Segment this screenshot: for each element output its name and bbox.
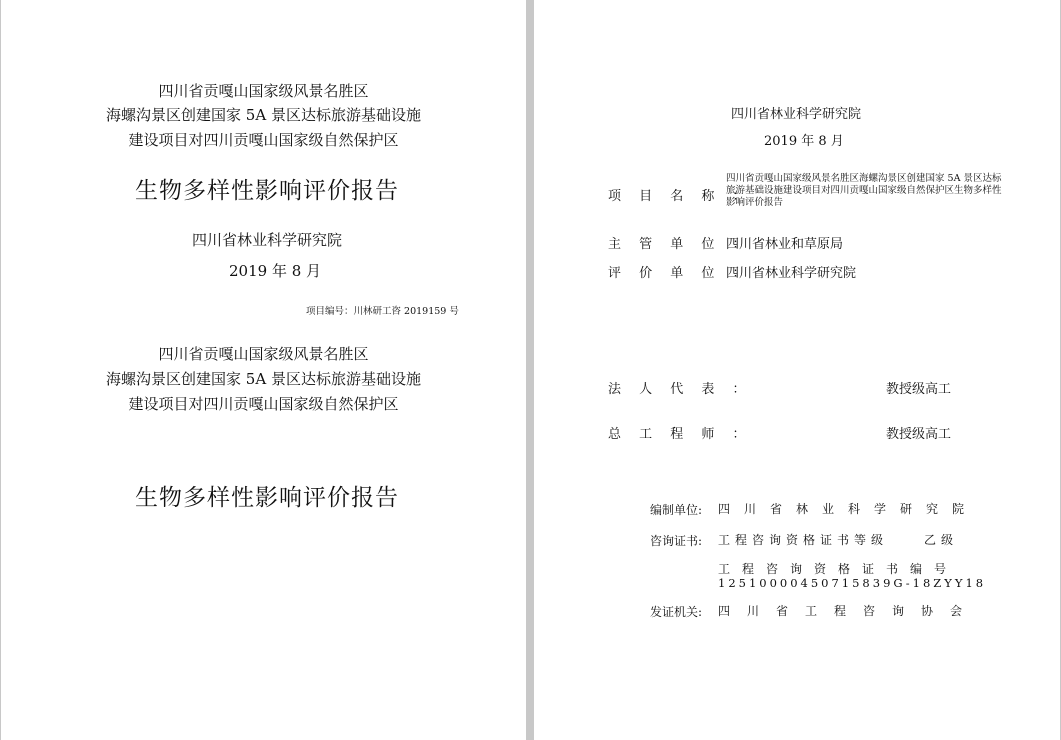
certificate-number-label: 工程咨询资格证书编号 xyxy=(718,562,959,576)
project-number: 项目编号：川林研工咨 2019159 号 xyxy=(306,306,459,317)
issuer-value: 四川省工程咨询协会 xyxy=(718,604,980,618)
project-name-label: 项 目 名 称 ： xyxy=(608,189,753,204)
cover1-title-line-3: 建设项目对四川贡嘎山国家级自然保护区 xyxy=(128,131,399,149)
compiler-value: 四川省林业科学研究院 xyxy=(718,502,979,516)
cover2-title-line-1: 四川省贡嘎山国家级风景名胜区 xyxy=(158,345,369,363)
certificate-value: 工程咨询资格证书等级 xyxy=(718,533,889,547)
certificate-label: 咨询证书: xyxy=(650,534,703,548)
cover1-title-line-1: 四川省贡嘎山国家级风景名胜区 xyxy=(158,82,369,100)
supervisor-value: 四川省林业和草原局 xyxy=(726,237,844,252)
left-page xyxy=(1,0,526,740)
certificate-grade: 乙级 xyxy=(924,533,959,547)
cover2-main-title: 生物多样性影响评价报告 xyxy=(135,485,399,511)
cover2-title-line-3: 建设项目对四川贡嘎山国家级自然保护区 xyxy=(128,395,399,413)
cover1-main-title: 生物多样性影响评价报告 xyxy=(135,178,399,204)
issuer-label: 发证机关: xyxy=(650,605,703,619)
cover2-title-line-2: 海螺沟景区创建国家 5A 景区达标旅游基础设施 xyxy=(106,370,421,388)
cover1-title-line-2: 海螺沟景区创建国家 5A 景区达标旅游基础设施 xyxy=(106,106,421,124)
project-name-value: 四川省贡嘎山国家级风景名胜区海螺沟景区创建国家 5A 景区达标旅游基础设施建设项目对四川贡嘎山国家级自然保护区生物多样性影响评价报告 xyxy=(726,173,1002,208)
cover1-institute: 四川省林业科学研究院 xyxy=(192,231,343,249)
supervisor-label: 主 管 单 位 ： xyxy=(608,237,753,252)
compiler-label: 编制单位: xyxy=(650,503,703,517)
right-institute: 四川省林业科学研究院 xyxy=(731,107,862,122)
evaluator-label: 评 价 单 位 ： xyxy=(608,266,753,281)
legal-rep-label: 法 人 代 表 ： xyxy=(608,382,753,397)
certificate-number: 12510000450715839G-18ZYY18 xyxy=(718,576,987,590)
chief-engineer-label: 总 工 程 师 ： xyxy=(608,427,753,442)
right-page xyxy=(534,0,1060,740)
cover1-date: 2019 年 8 月 xyxy=(229,262,322,280)
evaluator-value: 四川省林业科学研究院 xyxy=(726,266,857,281)
legal-rep-value: 教授级高工 xyxy=(886,382,952,397)
chief-engineer-value: 教授级高工 xyxy=(886,427,952,442)
right-date: 2019 年 8 月 xyxy=(764,134,844,149)
